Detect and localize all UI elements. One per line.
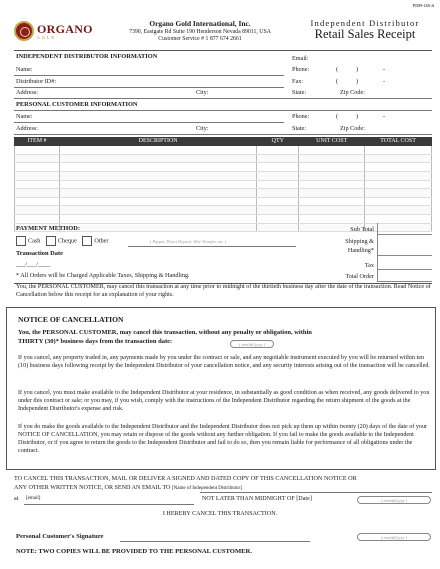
distributor-email-label: Email: <box>292 55 309 62</box>
subtotal-label: Sub Total <box>350 226 374 233</box>
total-order-label: Total Order <box>345 273 374 280</box>
table-cell[interactable] <box>365 171 432 180</box>
distributor-id-label: Distributor ID#: <box>16 78 57 85</box>
notice-paragraph-3: If you do make the goods available to the Independent Distributor and the Independent Distributor does not pick up them up within twenty (20) days of the date of your NOTICE OF CANCELLATION, you may retain or dispose of the goods without any further obligation. If you fail to make the goods available to the Independent Distributor, or if you agree to return the goods to the Independent Distributor and fail to do so, then you remain liable for performance of all obligations under the contract. <box>18 424 428 454</box>
notice-lead-2: THIRTY (30)* business days from the transaction date: <box>18 338 173 345</box>
distributor-fax-label: Fax: <box>292 78 304 85</box>
signature-line[interactable] <box>120 541 310 542</box>
shipping-label: Shipping & <box>345 238 374 245</box>
table-cell[interactable] <box>59 154 256 163</box>
total-order-field[interactable] <box>377 270 432 282</box>
company-address: 7390, Eastgate Rd Suite 190 Henderson Nevada 89011, USA <box>129 28 271 35</box>
cheque-checkbox[interactable] <box>46 236 56 246</box>
table-cell[interactable] <box>257 171 299 180</box>
distributor-section-title: INDEPENDENT DISTRIBUTOR INFORMATION <box>16 53 158 60</box>
table-cell[interactable] <box>257 206 299 215</box>
other-checkbox[interactable] <box>82 236 92 246</box>
table-cell[interactable] <box>59 163 256 172</box>
table-cell[interactable] <box>299 154 365 163</box>
table-row <box>15 180 432 189</box>
organo-logo <box>14 19 102 43</box>
distributor-phone-label: Phone: <box>292 66 310 73</box>
shipping-handling-field[interactable] <box>377 235 432 256</box>
table-cell[interactable] <box>257 146 299 155</box>
distributor-zip-label: Zip Code: <box>340 89 365 96</box>
items-table <box>14 137 432 232</box>
table-cell[interactable] <box>257 180 299 189</box>
table-row <box>15 189 432 198</box>
notice-date-field[interactable]: ( mm/dd/yyyy ) <box>230 340 274 348</box>
customer-city-label: City: <box>196 125 209 132</box>
table-cell[interactable] <box>59 197 256 206</box>
table-cell[interactable] <box>59 180 256 189</box>
table-cell[interactable] <box>15 180 60 189</box>
taxes-note: * All Orders will be Charged Applicable Taxes, Shipping & Handling. <box>16 272 190 279</box>
not-later-than: NOT LATER THAN MIDNIGHT OF [Date] <box>202 496 312 502</box>
distributor-name-label: Name: <box>16 66 33 73</box>
table-cell[interactable] <box>59 206 256 215</box>
footer-line-1: TO CANCEL THIS TRANSACTION, MAIL OR DELIVER A SIGNED AND DATED COPY OF THIS CANCELLATION NOTICE OR <box>14 475 357 482</box>
customer-section-title: PERSONAL CUSTOMER INFORMATION <box>16 101 138 108</box>
receipt-page: RSR-US-a ORGANO GOLD Organo Gold International, Inc. 7390, Eastgate Rd Suite 190 Henderson Nevada 89011, USA Customer Service # 1 877 674 2661 Independent Distributor Retail Sales Receipt INDEPENDENT DISTRIBUTOR INFORMATION Name: Distributor ID#: Address: City: Email: Phone: ( ) - Fax: ( ) - State: Zip Code: PERSONAL CUSTOMER INFORMATION Name: Address: City: Phone: ( ) - State: Zip Code: ITEM # DESCRIPTION QTY UNIT COST TOTAL COST PAYMENT METHOD: Cash Cheque Other ( Paypal, Direct Deposit, Wire Transfer, etc. ) Transaction Date ___/___/____ * All Orders will be Charged Applicable Taxes, Shipping & Handling. Sub Total Shipping & Handling* Tax Total Order You, the PERSONAL CUSTOMER, may cancel this transaction at any time prior to midnight of the thirtieth business day after the date of the transaction. Read Notice of Cancellation below this receipt for an explanation of your rights. NOTICE OF CANCELLATION You, the PERSONAL CUSTOMER, may cancel this transaction, without any penalty or obligation, within THIRTY (30)* business days from the transaction date: ( mm/dd/yyyy ) If you cancel, any property traded in, any payments made by you under the contract or sale, and any negotiable instrument executed by you will be returned within ten (10) business days following receipt by the Independent Distributor of your cancellation notice, and any security interests arising out of the transaction will be cancelled. If you cancel, you must make available to the Independent Distributor at your residence, in substantially as good condition as when received, any goods delivered to you under this contract or sale; or you may, if you wish, comply with the instructions of the Independent Distributor regarding the return shipment of the goods at the Independent Distributor's expense and risk. If you do make the goods available to the Independent Distributor and the Independent Distributor does not pick up them up within twenty (20) days of the date of your NOTICE OF CANCELLATION, you may retain or dispose of the goods without any further obligation. If you fail to make the goods available to the Independent Distributor, or if you agree to return the goods to the Independent Distributor and fail to do so, then you remain liable for performance of all obligations under the contract. TO CANCEL THIS TRANSACTION, MAIL OR DELIVER A SIGNED AND DATED COPY OF THIS CANCELLATION NOTICE OR ANY OTHER WRITTEN NOTICE, OR SEND AN EMAIL TO [Name of Independent Distributor] at [email] NOT LATER THAN MIDNIGHT OF [Date] ( mm/dd/yyyy ) I HEREBY CANCEL THIS TRANSACTION. Personal Customer's Signature ( mm/dd/yyyy ) NOTE: TWO COPIES WILL BE PROVIDED TO THE PERSONAL CUSTOMER. <box>0 0 440 569</box>
table-cell[interactable] <box>299 146 365 155</box>
table-cell[interactable] <box>365 189 432 198</box>
table-row <box>15 206 432 215</box>
items-table-body <box>15 146 432 232</box>
col-total-cost: TOTAL COST <box>365 138 432 146</box>
table-cell[interactable] <box>59 189 256 198</box>
notice-paragraph-2: If you cancel, you must make available to the Independent Distributor at your residence, in substantially as good condition as when received, any goods delivered to you under this contract or sale; or you may, if you wish, comply with the instructions of the Independent Distributor regarding the return shipment of the goods at the Independent Distributor's expense and risk. <box>18 390 430 412</box>
table-cell[interactable] <box>299 189 365 198</box>
items-table-header <box>15 138 432 146</box>
receipt-title: Retail Sales Receipt <box>314 27 416 42</box>
hereby-cancel: I HEREBY CANCEL THIS TRANSACTION. <box>162 511 278 517</box>
table-row <box>15 163 432 172</box>
customer-phone-label: Phone: <box>292 113 310 120</box>
tax-field[interactable] <box>377 256 432 270</box>
transaction-date-label: Transaction Date <box>16 250 63 257</box>
col-item: ITEM # <box>15 138 60 146</box>
table-cell[interactable] <box>15 154 60 163</box>
notice-title: NOTICE OF CANCELLATION <box>18 315 124 324</box>
col-unit-cost: UNIT COST <box>299 138 365 146</box>
logo-text: ORGANO <box>37 21 93 36</box>
subtotal-field[interactable] <box>377 223 432 235</box>
col-description: DESCRIPTION <box>59 138 256 146</box>
table-cell[interactable] <box>257 154 299 163</box>
two-copies-note: NOTE: TWO COPIES WILL BE PROVIDED TO THE PERSONAL CUSTOMER. <box>16 548 252 555</box>
table-cell[interactable] <box>15 146 60 155</box>
table-cell[interactable] <box>299 163 365 172</box>
customer-service: Customer Service # 1 877 674 2661 <box>158 35 242 42</box>
distributor-state-label: State: <box>292 89 307 96</box>
table-cell[interactable] <box>15 171 60 180</box>
cash-checkbox[interactable] <box>16 236 26 246</box>
payment-options <box>16 236 108 246</box>
notice-paragraph-1: If you cancel, any property traded in, any payments made by you under the contract or sale, and any negotiable instrument executed by you will be returned within ten (10) business days following receipt by the Independent Distributor of your cancellation notice, and any security interests arising out of the transaction will be cancelled. <box>18 355 430 369</box>
organo-seal-icon <box>14 21 34 41</box>
receipt-subtitle: Independent Distributor <box>310 18 420 28</box>
signature-label: Personal Customer's Signature <box>16 533 104 540</box>
cheque-label: Cheque <box>57 237 77 245</box>
table-cell[interactable] <box>15 214 60 223</box>
company-name: Organo Gold International, Inc. <box>149 19 251 28</box>
table-cell[interactable] <box>365 197 432 206</box>
table-cell[interactable] <box>59 171 256 180</box>
cancellation-intro: You, the PERSONAL CUSTOMER, may cancel this transaction at any time prior to midnight of the thirtieth business day after the date of the transaction. Read Notice of Cancellation below this receipt for an explanation of your rights. <box>16 284 431 298</box>
footer-at: at <box>14 496 19 502</box>
logo-sub: GOLD <box>37 34 57 40</box>
table-cell[interactable] <box>299 206 365 215</box>
transaction-date-field[interactable]: ___/___/____ <box>16 261 51 268</box>
customer-zip-label: Zip Code: <box>340 125 365 132</box>
table-cell[interactable] <box>15 206 60 215</box>
table-row <box>15 154 432 163</box>
email-field[interactable]: [email] <box>26 496 41 501</box>
distributor-city-label: City: <box>196 89 209 96</box>
table-cell[interactable] <box>59 214 256 223</box>
table-cell[interactable] <box>15 197 60 206</box>
cash-label: Cash <box>28 237 41 245</box>
table-cell[interactable] <box>299 197 365 206</box>
table-cell[interactable] <box>365 206 432 215</box>
table-cell[interactable] <box>257 197 299 206</box>
distributor-name-field[interactable]: [Name of Independent Distributor] <box>171 486 242 491</box>
deadline-date-field[interactable]: ( mm/dd/yyyy ) <box>357 496 431 504</box>
other-payment-hint: ( Paypal, Direct Deposit, Wire Transfer, etc. ) <box>150 239 227 244</box>
customer-address-label: Address: <box>16 125 38 132</box>
customer-state-label: State: <box>292 125 307 132</box>
table-cell[interactable] <box>365 146 432 155</box>
table-cell[interactable] <box>299 180 365 189</box>
handling-label: Handling* <box>347 247 374 254</box>
table-row <box>15 171 432 180</box>
table-cell[interactable] <box>59 146 256 155</box>
col-qty: QTY <box>257 138 299 146</box>
notice-lead-1: You, the PERSONAL CUSTOMER, may cancel this transaction, without any penalty or obligation, within <box>18 329 312 336</box>
form-id: RSR-US-a <box>412 3 434 8</box>
table-cell[interactable] <box>257 223 299 232</box>
table-cell[interactable] <box>365 180 432 189</box>
table-cell[interactable] <box>15 189 60 198</box>
table-cell[interactable] <box>257 163 299 172</box>
table-cell[interactable] <box>15 163 60 172</box>
company-info <box>105 20 295 43</box>
table-cell[interactable] <box>299 214 365 223</box>
table-cell[interactable] <box>365 154 432 163</box>
distributor-address-label: Address: <box>16 89 38 96</box>
receipt-title-block <box>298 18 432 42</box>
footer-line-2: ANY OTHER WRITTEN NOTICE, OR SEND AN EMAIL TO [Name of Independent Distributor] <box>14 485 242 491</box>
customer-name-label: Name: <box>16 113 33 120</box>
payment-method-title: PAYMENT METHOD: <box>16 225 80 232</box>
table-cell[interactable] <box>257 214 299 223</box>
signature-date-field[interactable]: ( mm/dd/yyyy ) <box>357 533 431 541</box>
table-cell[interactable] <box>257 189 299 198</box>
table-cell[interactable] <box>365 214 432 223</box>
table-row <box>15 214 432 223</box>
table-cell[interactable] <box>365 163 432 172</box>
table-row <box>15 197 432 206</box>
table-cell[interactable] <box>299 171 365 180</box>
table-row <box>15 146 432 155</box>
other-label: Other <box>94 237 109 245</box>
header-divider <box>14 50 432 51</box>
tax-label: Tax <box>364 262 374 269</box>
table-cell[interactable] <box>59 223 256 232</box>
